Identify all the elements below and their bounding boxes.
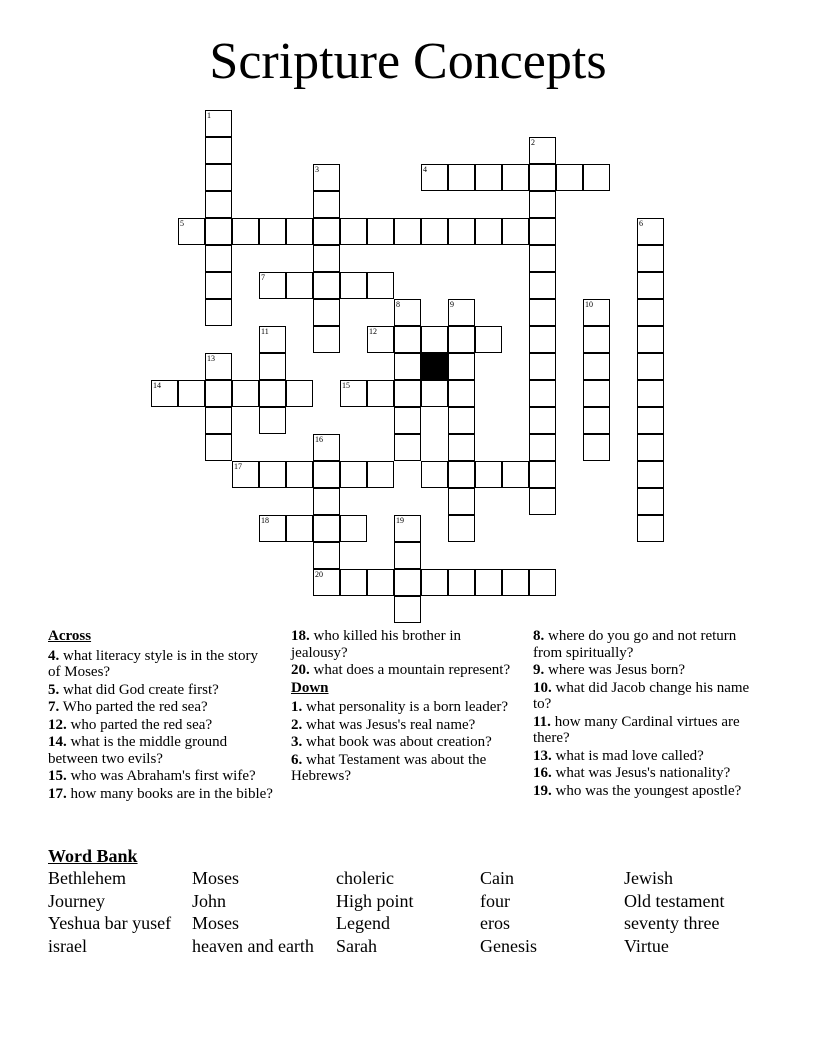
- grid-cell[interactable]: [448, 326, 475, 353]
- clue-text: who was Abraham's first wife?: [66, 768, 256, 784]
- word-bank-item: Cain: [480, 868, 514, 888]
- grid-cell[interactable]: [259, 515, 286, 542]
- grid-cell[interactable]: [637, 380, 664, 407]
- grid-cell[interactable]: [529, 407, 556, 434]
- clue-number: 12: [369, 327, 377, 336]
- grid-cell[interactable]: [340, 272, 367, 299]
- grid-cell[interactable]: [637, 326, 664, 353]
- clue-text: what book was about creation?: [302, 734, 492, 750]
- clue-text: what was Jesus's nationality?: [551, 765, 731, 781]
- clue: [291, 752, 516, 785]
- clue-text: what did Jacob change his name to?: [533, 679, 750, 712]
- clue-number: 15.: [48, 768, 67, 784]
- clue-number: 7: [261, 273, 265, 282]
- word-bank-item: choleric: [336, 868, 394, 888]
- clue: [291, 734, 516, 751]
- grid-cell[interactable]: [259, 407, 286, 434]
- clue: [533, 680, 768, 713]
- grid-cell[interactable]: [475, 569, 502, 596]
- grid-cell[interactable]: [529, 164, 556, 191]
- grid-cell[interactable]: [205, 407, 232, 434]
- clue-number: 9.: [533, 662, 545, 678]
- grid-cell[interactable]: [394, 299, 421, 326]
- clue: [48, 734, 273, 767]
- clue-number: 8.: [533, 628, 545, 644]
- grid-cell[interactable]: [583, 434, 610, 461]
- grid-cell[interactable]: [637, 434, 664, 461]
- grid-cell[interactable]: [637, 488, 664, 515]
- clues-column-1: [48, 628, 273, 803]
- clue-number: 15: [342, 381, 350, 390]
- word-bank-item: Sarah: [336, 936, 377, 956]
- grid-cell[interactable]: [394, 407, 421, 434]
- grid-cell[interactable]: [529, 245, 556, 272]
- grid-cell[interactable]: [475, 326, 502, 353]
- grid-cell[interactable]: [502, 218, 529, 245]
- grid-cell[interactable]: [529, 218, 556, 245]
- clue-number: 18.: [291, 628, 310, 644]
- word-bank-item: Jewish: [624, 868, 673, 888]
- clue-number: 11.: [533, 713, 551, 730]
- clue-text: Who parted the red sea?: [59, 699, 208, 715]
- clue-number: 17: [234, 462, 242, 471]
- down-clues-part-1: [291, 699, 516, 785]
- grid-cell[interactable]: [205, 299, 232, 326]
- grid-cell[interactable]: [340, 380, 367, 407]
- grid-cell[interactable]: [394, 569, 421, 596]
- grid-cell[interactable]: [448, 164, 475, 191]
- word-bank-item: Genesis: [480, 936, 537, 956]
- clue-number: 4: [423, 165, 427, 174]
- grid-cell[interactable]: [367, 218, 394, 245]
- grid-cell[interactable]: [448, 407, 475, 434]
- grid-cell[interactable]: [583, 353, 610, 380]
- grid-cell[interactable]: [205, 245, 232, 272]
- clue-text: what is the middle ground between two evils?: [48, 734, 228, 767]
- clue-number: 5: [180, 219, 184, 228]
- clue-number: 3.: [291, 734, 303, 750]
- grid-cell[interactable]: [637, 245, 664, 272]
- clue: [48, 699, 273, 716]
- grid-cell[interactable]: [583, 164, 610, 191]
- grid-cell[interactable]: [313, 272, 340, 299]
- clue-number: 5.: [48, 681, 60, 698]
- grid-cell[interactable]: [367, 380, 394, 407]
- grid-cell[interactable]: [529, 488, 556, 515]
- clue-number: 6.: [291, 751, 303, 768]
- grid-cell[interactable]: [394, 542, 421, 569]
- grid-cell[interactable]: [340, 218, 367, 245]
- grid-cell[interactable]: [286, 380, 313, 407]
- word-bank-item: Virtue: [624, 936, 669, 956]
- grid-cell[interactable]: [313, 299, 340, 326]
- clue: [533, 783, 768, 800]
- word-bank-item: seventy three: [624, 913, 720, 933]
- clue-number: 6: [639, 219, 643, 228]
- clue: [533, 765, 768, 782]
- clue-number: 10: [585, 300, 593, 309]
- clue-number: 3: [315, 165, 319, 174]
- clues-column-3: [533, 628, 768, 800]
- grid-cell[interactable]: [529, 434, 556, 461]
- grid-cell[interactable]: [394, 218, 421, 245]
- grid-cell[interactable]: [448, 488, 475, 515]
- word-bank-item: heaven and earth: [192, 936, 314, 956]
- clue-number: 17.: [48, 785, 67, 802]
- word-bank-item: Moses: [192, 913, 240, 933]
- grid-cell[interactable]: [259, 272, 286, 299]
- grid-cell[interactable]: [529, 326, 556, 353]
- word-bank-item: Journey: [48, 891, 105, 911]
- clue-number: 2: [531, 138, 535, 147]
- grid-cell[interactable]: [448, 353, 475, 380]
- grid-cell[interactable]: [340, 461, 367, 488]
- word-bank-item: Moses: [192, 868, 240, 888]
- clue-number: 13.: [533, 747, 552, 764]
- grid-cell[interactable]: [448, 461, 475, 488]
- grid-cell[interactable]: [448, 434, 475, 461]
- clue: [48, 682, 273, 699]
- grid-cell[interactable]: [583, 407, 610, 434]
- grid-cell[interactable]: [205, 110, 232, 137]
- clue-number: 18: [261, 516, 269, 525]
- clue-number: 16.: [533, 765, 552, 781]
- clue-number: 11: [261, 327, 269, 336]
- word-bank-item: Yeshua bar yusef: [48, 913, 172, 933]
- clue-number: 7.: [48, 699, 60, 715]
- grid-cell[interactable]: [529, 191, 556, 218]
- clue-text: what does a mountain represent?: [309, 662, 511, 678]
- across-clues-part-2: [291, 628, 516, 679]
- grid-cell[interactable]: [421, 569, 448, 596]
- grid-cell[interactable]: [421, 218, 448, 245]
- clue-number: 20.: [291, 662, 310, 678]
- grid-cell[interactable]: [637, 515, 664, 542]
- clue-text: where do you go and not return from spiritually?: [533, 628, 737, 661]
- grid-cell[interactable]: [529, 353, 556, 380]
- clue-number: 4.: [48, 647, 60, 664]
- grid-cell[interactable]: [394, 596, 421, 623]
- grid-cell[interactable]: [637, 407, 664, 434]
- clue: [48, 717, 273, 734]
- grid-cell[interactable]: [232, 218, 259, 245]
- clue-text: what literacy style is in the story of Moses?: [48, 647, 258, 680]
- clue-text: what is mad love called?: [551, 747, 704, 764]
- clue-text: what Testament was about the Hebrews?: [291, 751, 487, 784]
- clue-number: 1: [207, 111, 211, 120]
- grid-cell[interactable]: [151, 380, 178, 407]
- down-header: Down: [291, 679, 329, 696]
- clue-number: 19.: [533, 782, 552, 799]
- grid-cell[interactable]: [313, 164, 340, 191]
- clue: [291, 628, 516, 661]
- word-bank-item: High point: [336, 891, 414, 911]
- grid-cell[interactable]: [529, 137, 556, 164]
- grid-cell[interactable]: [529, 380, 556, 407]
- clue-number: 13: [207, 354, 215, 363]
- grid-cell[interactable]: [313, 245, 340, 272]
- grid-cell[interactable]: [394, 353, 421, 380]
- clue-number: 12.: [48, 716, 67, 733]
- grid-cell[interactable]: [286, 515, 313, 542]
- grid-cell[interactable]: [637, 218, 664, 245]
- grid-cell[interactable]: [583, 326, 610, 353]
- grid-cell[interactable]: [313, 461, 340, 488]
- clue-number: 10.: [533, 679, 552, 696]
- grid-cell[interactable]: [394, 434, 421, 461]
- grid-cell[interactable]: [259, 353, 286, 380]
- grid-cell[interactable]: [394, 380, 421, 407]
- grid-cell[interactable]: [313, 569, 340, 596]
- grid-cell[interactable]: [340, 515, 367, 542]
- clues-column-2: [291, 628, 516, 786]
- grid-cell[interactable]: [259, 380, 286, 407]
- grid-cell[interactable]: [583, 380, 610, 407]
- grid-cell[interactable]: [448, 380, 475, 407]
- clue-number: 19: [396, 516, 404, 525]
- grid-cell[interactable]: [367, 272, 394, 299]
- clue: [533, 662, 768, 679]
- grid-cell[interactable]: [259, 218, 286, 245]
- grid-cell[interactable]: [421, 164, 448, 191]
- clue-text: how many books are in the bible?: [66, 785, 273, 802]
- grid-cell[interactable]: [502, 164, 529, 191]
- clue-text: what did God create first?: [59, 681, 219, 698]
- grid-cell[interactable]: [475, 164, 502, 191]
- clue: [48, 768, 273, 785]
- clue-text: who killed his brother in jealousy?: [291, 628, 461, 661]
- word-bank-title: Word Bank: [48, 846, 138, 866]
- grid-cell[interactable]: [313, 542, 340, 569]
- grid-cell[interactable]: [367, 461, 394, 488]
- clue-number: 14: [153, 381, 161, 390]
- clue-number: 2.: [291, 716, 303, 733]
- grid-cell[interactable]: [448, 218, 475, 245]
- grid-black-cell: [421, 353, 448, 380]
- clue-number: 20: [315, 570, 323, 579]
- clue: [533, 748, 768, 765]
- word-bank-item: four: [480, 891, 510, 911]
- grid-cell[interactable]: [205, 272, 232, 299]
- grid-cell[interactable]: [205, 218, 232, 245]
- clue-number: 16: [315, 435, 323, 444]
- clue-number: 14.: [48, 734, 67, 750]
- grid-cell[interactable]: [529, 461, 556, 488]
- grid-cell[interactable]: [205, 137, 232, 164]
- grid-cell[interactable]: [637, 299, 664, 326]
- clue-text: what personality is a born leader?: [302, 699, 509, 715]
- grid-cell[interactable]: [205, 353, 232, 380]
- grid-cell[interactable]: [313, 515, 340, 542]
- grid-cell[interactable]: [313, 191, 340, 218]
- grid-cell[interactable]: [637, 272, 664, 299]
- grid-cell[interactable]: [583, 299, 610, 326]
- clue: [291, 699, 516, 716]
- across-clues-part-1: [48, 648, 273, 803]
- clue-text: how many Cardinal virtues are there?: [533, 713, 740, 746]
- grid-cell[interactable]: [367, 326, 394, 353]
- clue-number: 9: [450, 300, 454, 309]
- grid-cell[interactable]: [340, 569, 367, 596]
- grid-cell[interactable]: [529, 272, 556, 299]
- grid-cell[interactable]: [232, 461, 259, 488]
- clue: [291, 662, 516, 679]
- grid-cell[interactable]: [502, 569, 529, 596]
- clue-text: what was Jesus's real name?: [302, 716, 476, 733]
- grid-cell[interactable]: [259, 461, 286, 488]
- grid-cell[interactable]: [556, 164, 583, 191]
- grid-cell[interactable]: [259, 326, 286, 353]
- clue-text: where was Jesus born?: [544, 662, 686, 678]
- word-bank-item: eros: [480, 913, 510, 933]
- clue: [48, 648, 273, 681]
- clue: [291, 717, 516, 734]
- clue-text: who was the youngest apostle?: [551, 782, 742, 799]
- word-bank-item: Legend: [336, 913, 390, 933]
- clue-text: who parted the red sea?: [66, 716, 213, 733]
- across-header: Across: [48, 628, 92, 644]
- grid-cell[interactable]: [394, 326, 421, 353]
- grid-cell[interactable]: [286, 218, 313, 245]
- grid-cell[interactable]: [529, 569, 556, 596]
- grid-cell[interactable]: [448, 515, 475, 542]
- grid-cell[interactable]: [448, 299, 475, 326]
- grid-cell[interactable]: [205, 191, 232, 218]
- grid-cell[interactable]: [475, 218, 502, 245]
- grid-cell[interactable]: [205, 434, 232, 461]
- grid-cell[interactable]: [286, 272, 313, 299]
- grid-cell[interactable]: [475, 461, 502, 488]
- word-bank-item: israel: [48, 936, 87, 956]
- clue: [48, 786, 273, 803]
- grid-cell[interactable]: [637, 353, 664, 380]
- word-bank-item: Old testament: [624, 891, 725, 911]
- clue: [533, 628, 768, 661]
- grid-cell[interactable]: [529, 299, 556, 326]
- grid-cell[interactable]: [421, 380, 448, 407]
- word-bank-item: John: [192, 891, 227, 911]
- grid-cell[interactable]: [313, 218, 340, 245]
- grid-cell[interactable]: [637, 461, 664, 488]
- grid-cell[interactable]: [502, 461, 529, 488]
- grid-cell[interactable]: [448, 569, 475, 596]
- grid-cell[interactable]: [178, 380, 205, 407]
- down-clues-part-2: [533, 628, 768, 799]
- grid-cell[interactable]: [394, 515, 421, 542]
- grid-cell[interactable]: [367, 569, 394, 596]
- grid-cell[interactable]: [313, 434, 340, 461]
- page-title: Scripture Concepts: [209, 33, 607, 90]
- grid-cell[interactable]: [421, 326, 448, 353]
- clue-number: 8: [396, 300, 400, 309]
- grid-cell[interactable]: [205, 380, 232, 407]
- grid-cell[interactable]: [421, 461, 448, 488]
- grid-cell[interactable]: [178, 218, 205, 245]
- grid-cell[interactable]: [232, 380, 259, 407]
- clue-number: 1.: [291, 699, 303, 715]
- grid-cell[interactable]: [313, 488, 340, 515]
- grid-cell[interactable]: [286, 461, 313, 488]
- clue: [533, 714, 768, 747]
- word-bank-item: Bethlehem: [48, 868, 126, 888]
- grid-cell[interactable]: [205, 164, 232, 191]
- grid-cell[interactable]: [313, 326, 340, 353]
